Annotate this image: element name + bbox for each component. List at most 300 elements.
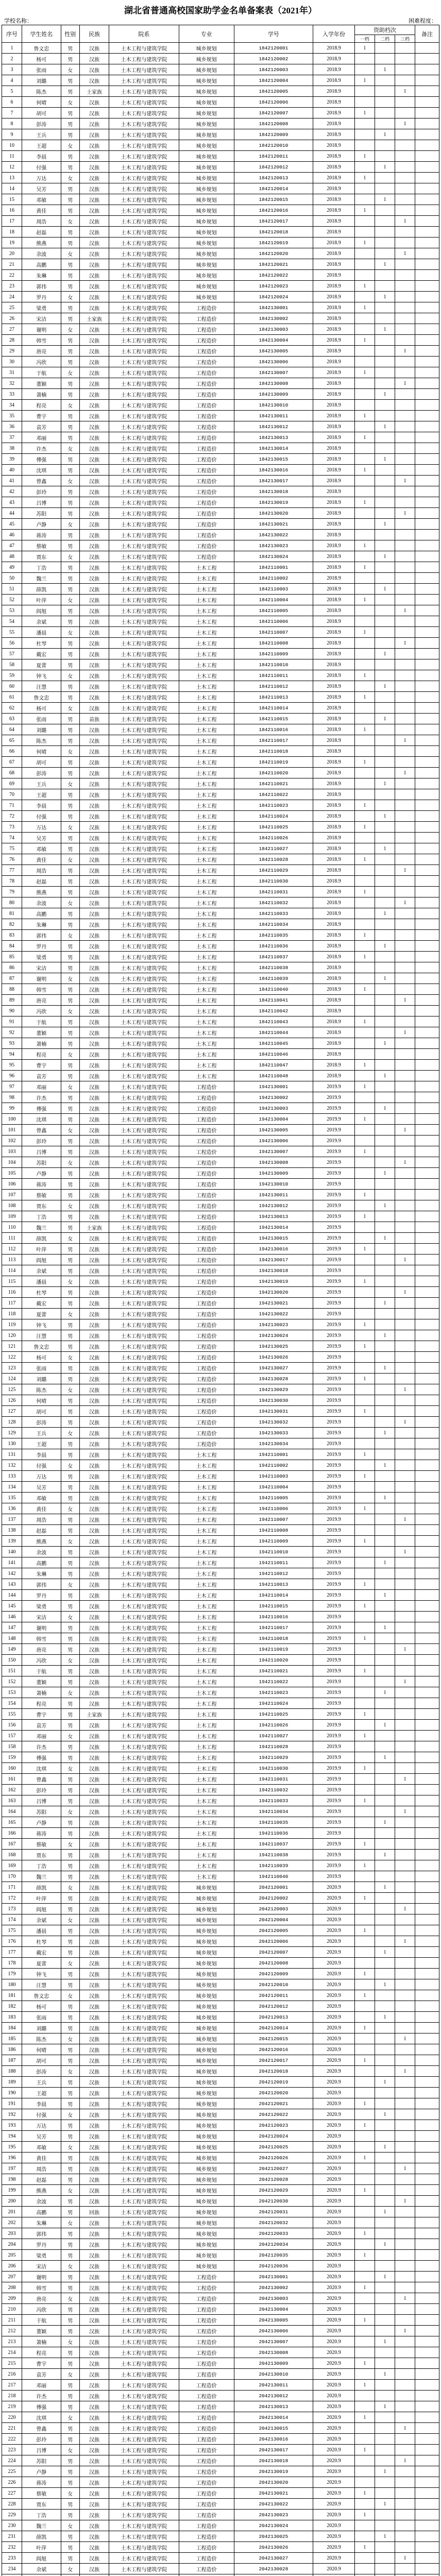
cell-remark — [415, 1763, 439, 1774]
cell-major: 土木工程 — [179, 670, 234, 681]
table-row — [2, 411, 439, 421]
cell-student-id: 1842110013 — [234, 692, 313, 703]
cell-year: 2020.9 — [313, 2033, 355, 2044]
cell-grade-1: 1 — [354, 335, 375, 346]
cell-grade-1 — [354, 616, 375, 627]
cell-ethnicity: 汉族 — [80, 1493, 109, 1503]
cell-student-id: 1842110012 — [234, 681, 313, 692]
cell-grade-3 — [395, 281, 415, 292]
cell-year: 2020.9 — [313, 2564, 355, 2574]
cell-major: 土木工程 — [179, 1666, 234, 1676]
cell-seq: 21 — [2, 259, 22, 270]
cell-remark — [415, 605, 439, 616]
cell-dept: 土木工程与建筑学院 — [109, 573, 179, 584]
cell-grade-1 — [354, 1622, 375, 1633]
cell-name: 王超 — [22, 2088, 61, 2098]
cell-ethnicity: 汉族 — [80, 1547, 109, 1557]
cell-ethnicity: 汉族 — [80, 1341, 109, 1352]
cell-sex: 男 — [61, 151, 79, 162]
cell-name: 梁勇 — [22, 2250, 61, 2261]
cell-student-id: 1942110015 — [234, 1601, 313, 1612]
table-row — [2, 1190, 439, 1200]
cell-grade-2 — [375, 1904, 395, 1914]
cell-student-id: 1842110009 — [234, 649, 313, 659]
cell-dept: 土木工程与建筑学院 — [109, 540, 179, 551]
cell-seq: 187 — [2, 2055, 22, 2066]
cell-remark — [415, 1795, 439, 1806]
cell-seq: 189 — [2, 2077, 22, 2088]
table-row — [2, 432, 439, 443]
cell-major: 工程造价 — [179, 302, 234, 313]
cell-sex: 女 — [61, 173, 79, 183]
table-row — [2, 843, 439, 854]
cell-student-id: 1942110028 — [234, 1741, 313, 1752]
cell-seq: 15 — [2, 194, 22, 205]
cell-grade-1 — [354, 1817, 375, 1828]
cell-name: 罗丹 — [22, 941, 61, 952]
table-row — [2, 216, 439, 227]
table-row — [2, 865, 439, 876]
cell-seq: 106 — [2, 1179, 22, 1190]
cell-name: 陈杰 — [22, 86, 61, 97]
cell-dept: 土木工程与建筑学院 — [109, 1687, 179, 1698]
cell-dept — [109, 2574, 179, 2576]
cell-remark — [415, 346, 439, 357]
cell-ethnicity: 汉族 — [80, 389, 109, 400]
cell-name: 汪慧 — [22, 1330, 61, 1341]
cell-major: 工程造价 — [179, 1103, 234, 1114]
cell-dept: 土木工程与建筑学院 — [109, 1536, 179, 1547]
table-row — [2, 2282, 439, 2293]
cell-student-id: 1842120013 — [234, 173, 313, 183]
cell-student-id: 1942110034 — [234, 1806, 313, 1817]
cell-name: 苏阳 — [22, 508, 61, 519]
cell-student-id: 1942130020 — [234, 1287, 313, 1298]
cell-year: 2020.9 — [313, 2023, 355, 2033]
table-row — [2, 605, 439, 616]
table-row — [2, 1114, 439, 1125]
cell-grade-1 — [354, 140, 375, 151]
cell-grade-2 — [375, 346, 395, 357]
cell-grade-1 — [354, 1752, 375, 1763]
cell-ethnicity: 汉族 — [80, 2336, 109, 2347]
cell-name: 叶萍 — [22, 595, 61, 605]
cell-grade-3 — [395, 843, 415, 854]
cell-grade-2 — [375, 1871, 395, 1882]
cell-year: 2018.9 — [313, 952, 355, 962]
cell-sex: 男 — [61, 2347, 79, 2358]
cell-year: 2018.9 — [313, 1049, 355, 1060]
cell-ethnicity: 汉族 — [80, 2055, 109, 2066]
cell-sex: 男 — [61, 530, 79, 540]
cell-remark — [415, 1330, 439, 1341]
cell-seq: 230 — [2, 2520, 22, 2531]
cell-name: 谢明 — [22, 1622, 61, 1633]
cell-name: 熊燕 — [22, 2185, 61, 2196]
cell-sex: 男 — [61, 238, 79, 248]
cell-grade-2 — [375, 205, 395, 216]
cell-seq: 201 — [2, 2207, 22, 2217]
cell-grade-2 — [375, 1698, 395, 1709]
cell-year: 2019.9 — [313, 1557, 355, 1568]
cell-grade-3 — [395, 930, 415, 941]
cell-name: 曾鑫 — [22, 1125, 61, 1136]
cell-grade-1 — [354, 259, 375, 270]
cell-sex: 男 — [61, 1828, 79, 1839]
cell-dept: 土木工程与建筑学院 — [109, 238, 179, 248]
cell-major: 土木工程 — [179, 1590, 234, 1601]
cell-ethnicity: 汉族 — [80, 2488, 109, 2499]
cell-ethnicity: 汉族 — [80, 973, 109, 984]
cell-grade-1: 1 — [354, 952, 375, 962]
cell-grade-2 — [375, 1092, 395, 1103]
cell-remark — [415, 1071, 439, 1081]
table-row — [2, 238, 439, 248]
table-row — [2, 1146, 439, 1157]
cell-major: 工程造价 — [179, 1125, 234, 1136]
cell-sex: 女 — [61, 1990, 79, 2001]
cell-grade-1 — [354, 1395, 375, 1406]
cell-sex: 男 — [61, 2391, 79, 2401]
cell-grade-1: 1 — [354, 2358, 375, 2369]
cell-seq: 100 — [2, 1114, 22, 1125]
table-row — [2, 952, 439, 962]
cell-grade-2 — [375, 97, 395, 108]
cell-grade-1 — [354, 324, 375, 335]
table-row — [2, 973, 439, 984]
cell-major: 土木工程 — [179, 1060, 234, 1071]
cell-remark — [415, 1612, 439, 1622]
cell-ethnicity: 汉族 — [80, 962, 109, 973]
cell-year: 2020.9 — [313, 2217, 355, 2228]
cell-year: 2020.9 — [313, 2012, 355, 2023]
cell-ethnicity: 汉族 — [80, 800, 109, 811]
cell-grade-2 — [375, 757, 395, 768]
table-row — [2, 930, 439, 941]
cell-year: 2018.9 — [313, 205, 355, 216]
cell-grade-1 — [354, 1352, 375, 1363]
cell-grade-2 — [375, 1914, 395, 1925]
cell-grade-2 — [375, 2033, 395, 2044]
cell-grade-2 — [375, 2088, 395, 2098]
cell-student-id: 2042130023 — [234, 2510, 313, 2520]
cell-sex: 男 — [61, 411, 79, 421]
cell-dept: 土木工程与建筑学院 — [109, 714, 179, 724]
cell-seq: 159 — [2, 1752, 22, 1763]
cell-grade-3 — [395, 1460, 415, 1471]
cell-major: 城乡规划 — [179, 1990, 234, 2001]
table-row — [2, 2098, 439, 2109]
cell-sex: 女 — [61, 1763, 79, 1774]
cell-grade-2: 1 — [375, 1330, 395, 1341]
table-row — [2, 1687, 439, 1698]
cell-student-id: 2042130021 — [234, 2488, 313, 2499]
cell-seq: 116 — [2, 1287, 22, 1298]
cell-dept: 土木工程与建筑学院 — [109, 1969, 179, 1979]
cell-year: 2020.9 — [313, 1882, 355, 1893]
cell-student-id: 1942110035 — [234, 1817, 313, 1828]
cell-year: 2018.9 — [313, 551, 355, 562]
cell-seq: 105 — [2, 1168, 22, 1179]
table-row — [2, 800, 439, 811]
cell-remark — [415, 919, 439, 930]
cell-student-id: 2042120024 — [234, 2131, 313, 2142]
cell-dept: 土木工程与建筑学院 — [109, 2477, 179, 2488]
cell-sex: 男 — [61, 281, 79, 292]
cell-dept: 土木工程与建筑学院 — [109, 1482, 179, 1493]
cell-grade-3: 1 — [395, 2455, 415, 2466]
cell-name: 梁勇 — [22, 952, 61, 962]
cell-grade-1: 1 — [354, 1579, 375, 1590]
cell-student-id: 1942130009 — [234, 1168, 313, 1179]
table-row — [2, 497, 439, 508]
cell-grade-2 — [375, 2282, 395, 2293]
cell-student-id: 1942110016 — [234, 1612, 313, 1622]
cell-year: 2019.9 — [313, 1547, 355, 1557]
cell-grade-1: 1 — [354, 1601, 375, 1612]
cell-name: 黄佳 — [22, 2153, 61, 2163]
cell-remark — [415, 1785, 439, 1795]
cell-seq: 166 — [2, 1828, 22, 1839]
cell-year: 2019.9 — [313, 1525, 355, 1536]
cell-grade-1 — [354, 1525, 375, 1536]
cell-sex: 男 — [61, 2088, 79, 2098]
cell-major: 工程造价 — [179, 1298, 234, 1309]
cell-seq: 87 — [2, 973, 22, 984]
cell-major — [179, 2574, 234, 2576]
table-row — [2, 1417, 439, 1428]
cell-seq: 101 — [2, 1125, 22, 1136]
cell-remark — [415, 1374, 439, 1384]
cell-seq: 199 — [2, 2185, 22, 2196]
table-row — [2, 1622, 439, 1633]
cell-name: 贾东 — [22, 2499, 61, 2510]
cell-seq: 176 — [2, 1936, 22, 1947]
cell-seq: 20 — [2, 248, 22, 259]
cell-name: 宋洁 — [22, 962, 61, 973]
cell-grade-1 — [354, 1384, 375, 1395]
cell-sex: 男 — [61, 389, 79, 400]
cell-grade-3 — [395, 54, 415, 64]
cell-dept: 土木工程与建筑学院 — [109, 1893, 179, 1904]
cell-remark — [415, 1547, 439, 1557]
cell-remark — [415, 2477, 439, 2488]
cell-major: 土木工程 — [179, 919, 234, 930]
cell-grade-1: 1 — [354, 1081, 375, 1092]
cell-sex: 男 — [61, 2023, 79, 2033]
cell-remark — [415, 173, 439, 183]
cell-dept: 土木工程与建筑学院 — [109, 1839, 179, 1850]
cell-major: 城乡规划 — [179, 2163, 234, 2174]
cell-name: 许杰 — [22, 443, 61, 454]
cell-sex: 男 — [61, 887, 79, 897]
cell-student-id: 1942110026 — [234, 1720, 313, 1731]
cell-grade-1: 1 — [354, 497, 375, 508]
cell-year: 2020.9 — [313, 1969, 355, 1979]
cell-ethnicity: 汉族 — [80, 2174, 109, 2185]
table-row — [2, 2033, 439, 2044]
cell-major: 土木工程 — [179, 757, 234, 768]
table-row — [2, 1384, 439, 1395]
cell-remark — [415, 1287, 439, 1298]
cell-grade-3 — [395, 129, 415, 140]
cell-dept: 土木工程与建筑学院 — [109, 2380, 179, 2391]
cell-grade-3 — [395, 400, 415, 411]
cell-grade-2: 1 — [375, 2207, 395, 2217]
cell-year: 2019.9 — [313, 1774, 355, 1785]
cell-grade-3: 1 — [395, 216, 415, 227]
cell-year: 2018.9 — [313, 789, 355, 800]
cell-dept: 土木工程与建筑学院 — [109, 2250, 179, 2261]
cell-remark — [415, 984, 439, 995]
cell-grade-2 — [375, 573, 395, 584]
cell-ethnicity — [80, 2574, 109, 2576]
cell-sex: 男 — [61, 1893, 79, 1904]
cell-grade-1 — [354, 2455, 375, 2466]
cell-student-id: 1942130016 — [234, 1244, 313, 1255]
cell-sex: 男 — [61, 2434, 79, 2445]
table-row — [2, 97, 439, 108]
cell-name: 沈琪 — [22, 2412, 61, 2423]
cell-sex: 女 — [61, 1081, 79, 1092]
cell-dept: 土木工程与建筑学院 — [109, 1384, 179, 1395]
cell-grade-2 — [375, 724, 395, 735]
cell-sex: 男 — [61, 497, 79, 508]
cell-major: 工程造价 — [179, 357, 234, 367]
cell-year: 2019.9 — [313, 1839, 355, 1850]
cell-name: 贾东 — [22, 551, 61, 562]
cell-dept: 土木工程与建筑学院 — [109, 1655, 179, 1666]
cell-name: 熊燕 — [22, 1536, 61, 1547]
cell-seq: 124 — [2, 1374, 22, 1384]
cell-grade-1 — [354, 118, 375, 129]
header-ethnicity: 民族 — [80, 25, 109, 43]
cell-name: 宋洁 — [22, 313, 61, 324]
cell-grade-1: 1 — [354, 1449, 375, 1460]
cell-year: 2019.9 — [313, 1514, 355, 1525]
cell-major: 工程造价 — [179, 335, 234, 346]
cell-ethnicity: 汉族 — [80, 735, 109, 746]
cell-major: 土木工程 — [179, 1860, 234, 1871]
cell-ethnicity: 土家族 — [80, 86, 109, 97]
cell-sex: 女 — [61, 627, 79, 638]
cell-dept: 土木工程与建筑学院 — [109, 411, 179, 421]
cell-seq: 169 — [2, 1860, 22, 1871]
cell-major: 土木工程 — [179, 1460, 234, 1471]
cell-ethnicity: 汉族 — [80, 151, 109, 162]
table-row — [2, 1352, 439, 1363]
cell-year: 2020.9 — [313, 2109, 355, 2120]
cell-year: 2019.9 — [313, 1709, 355, 1720]
cell-name: 苏阳 — [22, 1157, 61, 1168]
cell-year: 2019.9 — [313, 1633, 355, 1644]
cell-major: 土木工程 — [179, 605, 234, 616]
cell-year: 2018.9 — [313, 778, 355, 789]
cell-name: 朱琳 — [22, 919, 61, 930]
cell-grade-2 — [375, 1676, 395, 1687]
cell-major: 土木工程 — [179, 703, 234, 714]
cell-grade-2 — [375, 2174, 395, 2185]
cell-grade-3: 1 — [395, 1644, 415, 1655]
cell-ethnicity: 汉族 — [80, 129, 109, 140]
cell-ethnicity: 汉族 — [80, 1406, 109, 1417]
cell-ethnicity: 汉族 — [80, 540, 109, 551]
cell-grade-1 — [354, 1287, 375, 1298]
cell-ethnicity: 回族 — [80, 2207, 109, 2217]
cell-grade-1 — [354, 1958, 375, 1969]
cell-ethnicity: 汉族 — [80, 2477, 109, 2488]
cell-dept: 土木工程与建筑学院 — [109, 973, 179, 984]
cell-grade-3 — [395, 1633, 415, 1644]
cell-student-id: 1842110036 — [234, 941, 313, 952]
cell-year: 2020.9 — [313, 2196, 355, 2207]
cell-sex: 男 — [61, 2401, 79, 2412]
cell-grade-3 — [395, 540, 415, 551]
cell-seq: 202 — [2, 2217, 22, 2228]
cell-grade-3 — [395, 2380, 415, 2391]
cell-dept: 土木工程与建筑学院 — [109, 616, 179, 627]
cell-remark — [415, 2391, 439, 2401]
cell-major: 城乡规划 — [179, 2174, 234, 2185]
cell-year: 2020.9 — [313, 2542, 355, 2553]
cell-grade-1: 1 — [354, 1146, 375, 1157]
table-row — [2, 1579, 439, 1590]
table-row — [2, 649, 439, 659]
cell-remark — [415, 2077, 439, 2088]
cell-grade-3 — [395, 984, 415, 995]
cell-grade-2 — [375, 367, 395, 378]
cell-major: 土木工程 — [179, 1471, 234, 1482]
table-row — [2, 887, 439, 897]
cell-sex: 男 — [61, 1092, 79, 1103]
cell-year: 2019.9 — [313, 1460, 355, 1471]
cell-dept: 土木工程与建筑学院 — [109, 292, 179, 302]
table-row — [2, 1741, 439, 1752]
cell-grade-1 — [354, 2369, 375, 2380]
cell-grade-3: 1 — [395, 1774, 415, 1785]
cell-ethnicity: 汉族 — [80, 1958, 109, 1969]
cell-seq: 81 — [2, 908, 22, 919]
cell-year: 2018.9 — [313, 454, 355, 465]
cell-student-id: 1842130011 — [234, 411, 313, 421]
cell-year: 2018.9 — [313, 530, 355, 540]
cell-ethnicity: 汉族 — [80, 1839, 109, 1850]
cell-sex: 女 — [61, 822, 79, 833]
cell-student-id: 1842110038 — [234, 962, 313, 973]
cell-grade-1 — [354, 1904, 375, 1914]
cell-student-id: 2042130009 — [234, 2358, 313, 2369]
cell-student-id: 2042120007 — [234, 1947, 313, 1958]
cell-seq: 3 — [2, 64, 22, 75]
cell-sex: 女 — [61, 1503, 79, 1514]
cell-year: 2020.9 — [313, 2207, 355, 2217]
cell-remark — [415, 627, 439, 638]
cell-year: 2019.9 — [313, 1211, 355, 1222]
cell-student-id: 2042120028 — [234, 2174, 313, 2185]
cell-grade-2: 1 — [375, 259, 395, 270]
cell-dept: 土木工程与建筑学院 — [109, 1438, 179, 1449]
cell-grade-1: 1 — [354, 1471, 375, 1482]
cell-remark — [415, 162, 439, 173]
cell-student-id: 1942130014 — [234, 1222, 313, 1233]
cell-grade-1: 1 — [354, 627, 375, 638]
cell-sex: 女 — [61, 2445, 79, 2455]
cell-grade-2 — [375, 1157, 395, 1168]
cell-major: 城乡规划 — [179, 216, 234, 227]
cell-seq: 77 — [2, 865, 22, 876]
cell-remark — [415, 2455, 439, 2466]
cell-name: 魏兰 — [22, 1222, 61, 1233]
